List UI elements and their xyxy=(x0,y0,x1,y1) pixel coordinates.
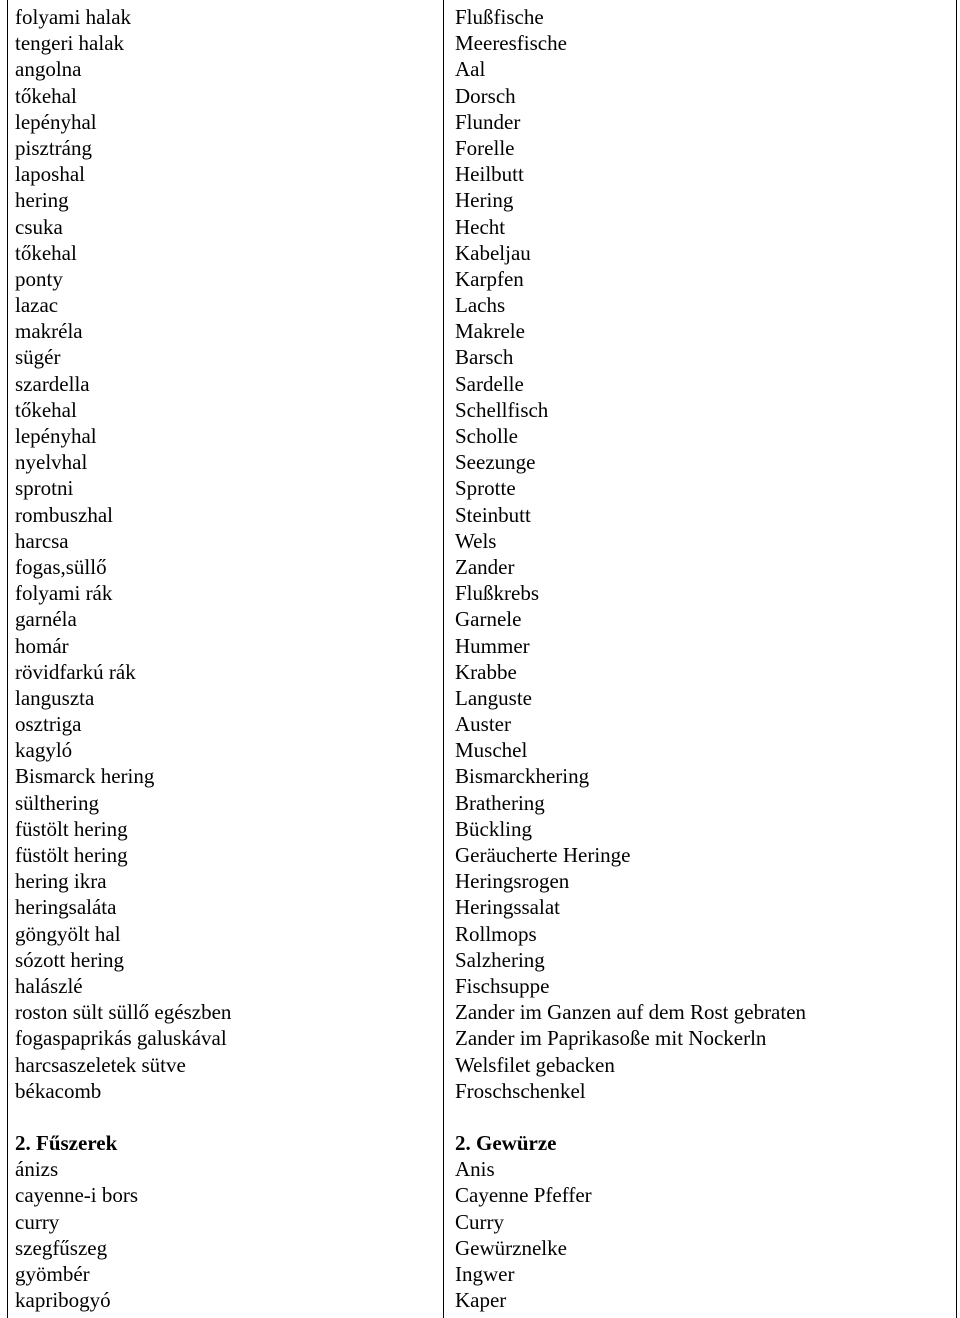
vocab-entry-hungarian: pisztráng xyxy=(15,135,92,160)
table-border-right xyxy=(956,0,957,1318)
vocab-entry-german: Heilbutt xyxy=(455,162,524,187)
german-column xyxy=(455,4,950,1313)
vocab-entry-german: Zander im Paprikasoße mit Nockerln xyxy=(455,1026,767,1051)
vocab-entry-german: Geräucherte Heringe xyxy=(455,843,631,867)
table-divider xyxy=(443,0,444,1318)
vocab-entry-german: Dorsch xyxy=(455,83,516,108)
vocab-entry-german: Krabbe xyxy=(455,659,517,684)
vocab-entry-hungarian: tőkehal xyxy=(15,240,77,265)
vocab-entry-hungarian: sózott hering xyxy=(15,947,125,972)
vocab-entry-hungarian: göngyölt hal xyxy=(15,921,121,946)
vocab-entry-hungarian: Bismarck hering xyxy=(15,764,155,789)
vocab-entry-hungarian: angolna xyxy=(15,57,82,82)
vocab-entry-german: Sardelle xyxy=(455,371,524,396)
vocab-entry-german: Curry xyxy=(455,1209,504,1234)
vocab-entry-german: Lachs xyxy=(455,293,506,318)
vocab-entry-german: Sprotte xyxy=(455,476,516,501)
vocab-entry-hungarian: kagyló xyxy=(15,738,73,763)
vocab-entry-hungarian: nyelvhal xyxy=(15,450,88,475)
vocab-entry-german: Anis xyxy=(455,1157,495,1182)
vocab-entry-german: Bückling xyxy=(455,816,532,841)
vocab-entry-hungarian: lazac xyxy=(15,293,59,318)
section-gap xyxy=(455,1104,950,1130)
hungarian-spices-heading: 2. Fűszerek xyxy=(15,1131,118,1156)
vocab-entry-german: Hecht xyxy=(455,214,506,239)
vocab-entry-hungarian: füstölt hering xyxy=(15,843,128,867)
vocab-entry-german: Flußkrebs xyxy=(455,581,539,606)
vocab-entry-hungarian: roston sült süllő egészben xyxy=(15,1000,232,1025)
vocab-entry-german: Flunder xyxy=(455,109,521,134)
vocab-entry-german: Karpfen xyxy=(455,266,524,291)
section-gap xyxy=(15,1104,440,1130)
vocab-entry-hungarian: halászlé xyxy=(15,973,83,998)
vocab-entry-hungarian: hering xyxy=(15,188,69,213)
vocab-entry-german: Kabeljau xyxy=(455,240,531,265)
vocab-entry-hungarian: fogaspaprikás galuskával xyxy=(15,1026,227,1051)
vocab-entry-hungarian: makréla xyxy=(15,319,83,344)
vocab-entry-german: Ingwer xyxy=(455,1262,515,1286)
vocab-entry-german: Welsfilet gebacken xyxy=(455,1052,615,1077)
vocab-entry-german: Seezunge xyxy=(455,450,536,475)
vocab-entry-hungarian: lepényhal xyxy=(15,424,97,448)
vocab-entry-hungarian: laposhal xyxy=(15,162,85,187)
vocab-entry-hungarian: garnéla xyxy=(15,607,77,632)
vocab-entry-german: Brathering xyxy=(455,790,545,815)
vocab-entry-german: Gewürznelke xyxy=(455,1235,567,1260)
vocab-entry-hungarian: ánizs xyxy=(15,1157,59,1182)
vocab-entry-german: Languste xyxy=(455,685,532,710)
hungarian-column xyxy=(15,4,440,1313)
vocab-entry-german: Bismarckhering xyxy=(455,764,590,789)
vocab-entry-hungarian: rombuszhal xyxy=(15,502,113,527)
vocab-entry-hungarian: harcsaszeletek sütve xyxy=(15,1052,186,1077)
vocab-entry-hungarian: ponty xyxy=(15,266,63,291)
german-fish-list xyxy=(455,4,950,1104)
vocab-entry-german: Hering xyxy=(455,188,514,213)
vocab-entry-german: Schellfisch xyxy=(455,397,549,422)
vocab-entry-german: Kaper xyxy=(455,1288,507,1313)
vocab-entry-hungarian: cayenne-i bors xyxy=(15,1183,139,1208)
vocab-entry-hungarian: tengeri halak xyxy=(15,31,125,56)
hungarian-spices-list xyxy=(15,1156,440,1313)
vocab-entry-german: Aal xyxy=(455,57,486,82)
vocab-entry-hungarian: csuka xyxy=(15,214,63,239)
vocab-entry-hungarian: fogas,süllő xyxy=(15,554,107,579)
german-spices-heading: 2. Gewürze xyxy=(455,1131,557,1156)
vocab-entry-german: Scholle xyxy=(455,424,518,448)
vocab-entry-hungarian: kapribogyó xyxy=(15,1288,111,1313)
vocab-entry-hungarian: szardella xyxy=(15,371,90,396)
vocab-entry-german: Garnele xyxy=(455,607,522,632)
table-border-left xyxy=(7,0,8,1318)
vocab-entry-hungarian: languszta xyxy=(15,685,95,710)
vocab-entry-german: Muschel xyxy=(455,738,528,763)
vocab-entry-hungarian: sülthering xyxy=(15,790,99,815)
vocab-entry-hungarian: folyami halak xyxy=(15,5,132,29)
vocab-entry-german: Makrele xyxy=(455,319,525,344)
vocab-entry-hungarian: hering ikra xyxy=(15,869,107,894)
vocab-entry-german: Flußfische xyxy=(455,5,544,29)
vocab-entry-hungarian: szegfűszeg xyxy=(15,1235,108,1260)
vocab-entry-german: Rollmops xyxy=(455,921,537,946)
vocab-entry-hungarian: tőkehal xyxy=(15,397,77,422)
vocab-entry-hungarian: békacomb xyxy=(15,1078,102,1103)
vocab-entry-german: Barsch xyxy=(455,345,514,370)
vocab-entry-german: Auster xyxy=(455,712,511,737)
vocab-entry-german: Forelle xyxy=(455,135,515,160)
vocab-entry-hungarian: lepényhal xyxy=(15,109,97,134)
vocab-entry-german: Zander xyxy=(455,554,515,579)
vocab-entry-hungarian: rövidfarkú rák xyxy=(15,659,136,684)
vocab-entry-hungarian: folyami rák xyxy=(15,581,113,606)
vocab-entry-german: Salzhering xyxy=(455,947,545,972)
vocab-entry-german: Meeresfische xyxy=(455,31,567,56)
vocab-entry-german: Zander im Ganzen auf dem Rost gebraten xyxy=(455,1000,807,1025)
vocab-entry-hungarian: sügér xyxy=(15,345,61,370)
hungarian-fish-list xyxy=(15,4,440,1104)
vocab-entry-german: Heringssalat xyxy=(455,895,560,920)
vocab-entry-hungarian: tőkehal xyxy=(15,83,77,108)
vocab-entry-german: Heringsrogen xyxy=(455,869,570,894)
vocab-entry-german: Hummer xyxy=(455,633,530,658)
vocab-entry-hungarian: sprotni xyxy=(15,476,74,501)
vocab-entry-german: Fischsuppe xyxy=(455,973,550,998)
vocab-entry-german: Wels xyxy=(455,528,497,553)
vocab-entry-hungarian: heringsaláta xyxy=(15,895,117,920)
vocab-entry-german: Cayenne Pfeffer xyxy=(455,1183,592,1208)
vocab-entry-hungarian: harcsa xyxy=(15,528,69,553)
vocab-entry-hungarian: curry xyxy=(15,1209,60,1234)
vocab-entry-hungarian: gyömbér xyxy=(15,1262,90,1286)
german-spices-list xyxy=(455,1156,950,1313)
vocab-entry-hungarian: füstölt hering xyxy=(15,816,128,841)
vocab-entry-german: Froschschenkel xyxy=(455,1078,586,1103)
vocab-entry-german: Steinbutt xyxy=(455,502,531,527)
vocab-entry-hungarian: homár xyxy=(15,633,69,658)
vocab-entry-hungarian: osztriga xyxy=(15,712,82,737)
